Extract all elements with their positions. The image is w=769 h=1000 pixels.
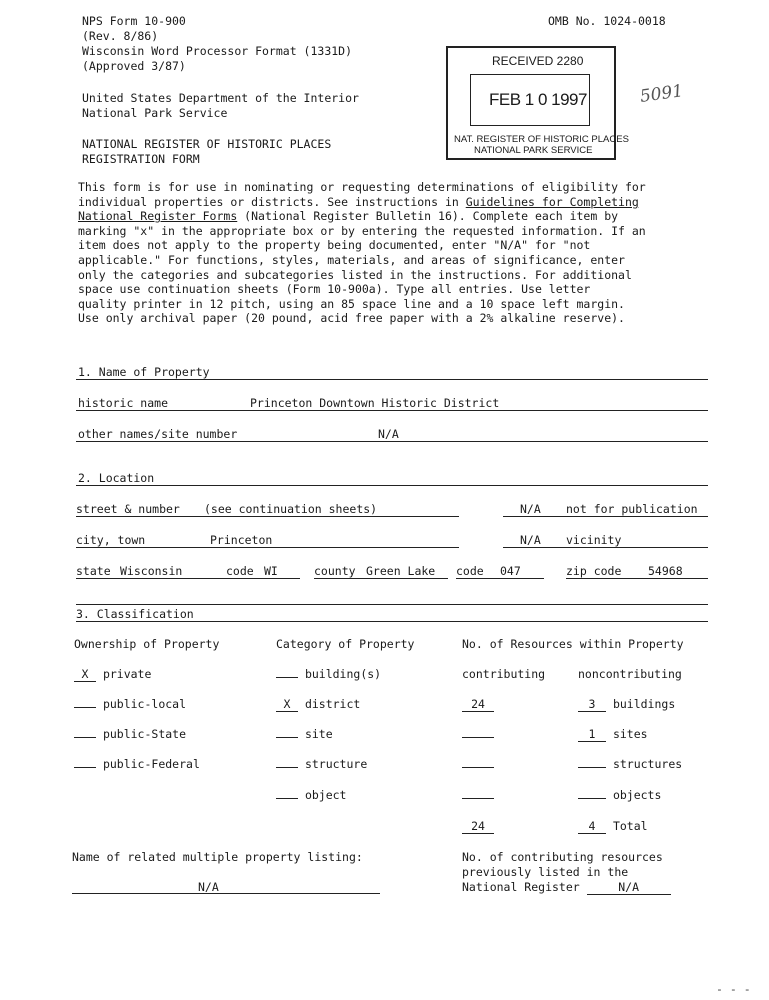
previously-listed-line1: No. of contributing resources	[462, 850, 663, 864]
category-object[interactable]: object	[276, 788, 346, 802]
noncontributing-total[interactable]: 4	[578, 819, 606, 834]
resource-label: structures	[612, 757, 683, 771]
other-names-value[interactable]: N/A	[378, 427, 399, 441]
field-line	[566, 578, 708, 579]
instructions-line: Use only archival paper (20 pound, acid free paper with a 2% alkaline reserve).	[78, 311, 625, 326]
resource-row-buildings	[578, 697, 675, 712]
section-3-heading: 3. Classification	[76, 607, 194, 621]
checkbox-mark[interactable]: X	[276, 697, 298, 712]
field-line	[72, 893, 380, 894]
historic-name-value[interactable]: Princeton Downtown Historic District	[250, 396, 500, 410]
resource-label: sites	[612, 727, 648, 741]
resources-heading: No. of Resources within Property	[462, 637, 684, 651]
checkbox-mark[interactable]	[74, 737, 96, 738]
field-line	[503, 547, 708, 548]
category-structure[interactable]: structure	[276, 757, 367, 771]
instructions-line: individual properties or districts. See instructions in Guidelines for Completing	[78, 194, 639, 209]
noncontributing-count[interactable]: 1	[578, 727, 606, 742]
other-names-label: other names/site number	[78, 427, 238, 441]
previously-listed-line3: National Register N/A	[462, 880, 671, 895]
form-subtitle: REGISTRATION FORM	[82, 152, 200, 166]
field-line	[76, 516, 459, 517]
street-na-value[interactable]: N/A	[520, 502, 541, 516]
resource-row-total	[462, 819, 494, 834]
category-buildings[interactable]: building(s)	[276, 667, 381, 681]
stamp-org-line1: NAT. REGISTER OF HISTORIC PLACES	[454, 134, 629, 145]
checkbox-mark[interactable]	[74, 707, 96, 708]
not-for-publication-label: not for publication	[566, 502, 698, 516]
form-format: Wisconsin Word Processor Format (1331D)	[82, 44, 353, 58]
instructions-paragraph	[78, 180, 718, 326]
form-revision: (Rev. 8/86)	[82, 29, 159, 43]
contributing-heading: contributing	[462, 667, 546, 681]
noncontributing-count[interactable]	[578, 767, 606, 768]
section-2-heading: 2. Location	[78, 471, 155, 485]
field-line	[503, 516, 708, 517]
section-rule	[76, 604, 708, 605]
noncontributing-count[interactable]: 3	[578, 697, 606, 712]
form-number: NPS Form 10-900	[82, 14, 186, 28]
resource-row-sites	[578, 727, 648, 742]
resource-label: buildings	[612, 697, 676, 711]
instructions-line: space use continuation sheets (Form 10-900a). Type all entries. Use letter	[78, 282, 591, 297]
noncontributing-heading: noncontributing	[578, 667, 682, 681]
department-name: United States Department of the Interior	[82, 91, 359, 105]
category-district[interactable]: X district	[276, 697, 360, 712]
stamp-date-box	[470, 74, 590, 126]
resource-label: objects	[612, 788, 662, 802]
form-title: NATIONAL REGISTER OF HISTORIC PLACES	[82, 137, 332, 151]
stamp-received: RECEIVED 2280	[492, 54, 584, 68]
state-code-value[interactable]: WI	[264, 564, 278, 578]
checkbox-mark[interactable]: X	[74, 667, 96, 682]
category-heading: Category of Property	[276, 637, 415, 651]
stamp-date: FEB 1 0 1997	[489, 90, 587, 109]
contributing-count[interactable]	[462, 798, 494, 799]
city-label: city, town	[76, 533, 146, 547]
field-line	[76, 578, 300, 579]
state-code-label: code	[226, 564, 254, 578]
ownership-public-local[interactable]: public-local	[74, 697, 186, 711]
section-rule	[76, 621, 708, 622]
resource-label: Total	[612, 819, 648, 833]
ownership-public-federal[interactable]: public-Federal	[74, 757, 200, 771]
ownership-private[interactable]: X private	[74, 667, 151, 682]
checkbox-mark[interactable]	[276, 798, 298, 799]
related-listing-value[interactable]: N/A	[198, 880, 219, 894]
checkbox-mark[interactable]	[276, 677, 298, 678]
form-approved: (Approved 3/87)	[82, 59, 186, 73]
previously-listed-line2: previously listed in the	[462, 865, 629, 879]
street-label: street & number	[76, 502, 180, 516]
section-1-heading: 1. Name of Property	[78, 365, 210, 379]
instructions-line: National Register Forms (National Register Bulletin 16). Complete each item by	[78, 209, 619, 224]
resource-row-sites	[462, 727, 494, 741]
instructions-line: This form is for use in nominating or requesting determinations of eligibility for	[78, 180, 646, 194]
resource-row-structures	[462, 757, 494, 771]
instructions-line: only the categories and subcategories listed in the instructions. For additional	[78, 267, 632, 282]
checkbox-mark[interactable]	[74, 767, 96, 768]
county-value[interactable]: Green Lake	[366, 564, 436, 578]
instructions-line: applicable." For functions, styles, materials, and areas of significance, enter	[78, 252, 625, 267]
received-stamp	[446, 46, 629, 160]
stamp-org-line2: NATIONAL PARK SERVICE	[474, 145, 593, 156]
contributing-count[interactable]: 24	[462, 697, 494, 712]
city-na-value[interactable]: N/A	[520, 533, 541, 547]
section-rule	[76, 485, 708, 486]
resource-row-structures	[578, 757, 682, 771]
contributing-count[interactable]	[462, 767, 494, 768]
guidelines-reference: National Register Forms	[78, 209, 238, 224]
vicinity-label: vicinity	[566, 533, 622, 547]
instructions-line: item does not apply to the property being documented, enter "N/A" for "not	[78, 238, 591, 253]
resource-row-objects	[462, 788, 494, 802]
section-rule	[76, 379, 708, 380]
guidelines-reference: Guidelines for Completing	[465, 194, 639, 209]
omb-number: OMB No. 1024-0018	[548, 14, 666, 28]
contributing-count[interactable]	[462, 737, 494, 738]
checkbox-mark[interactable]	[276, 737, 298, 738]
city-value[interactable]: Princeton	[210, 533, 273, 547]
resource-row-objects	[578, 788, 661, 802]
zip-value[interactable]: 54968	[648, 564, 683, 578]
street-value[interactable]: (see continuation sheets)	[204, 502, 378, 516]
county-code-label: code	[456, 564, 484, 578]
instructions-line: marking "x" in the appropriate box or by entering the requested information. If an	[78, 223, 646, 238]
noncontributing-count[interactable]	[578, 798, 606, 799]
instructions-line: quality printer in 12 pitch, using an 85 space line and a 10 space left margin.	[78, 296, 625, 311]
ownership-public-state[interactable]: public-State	[74, 727, 186, 741]
agency-name: National Park Service	[82, 106, 228, 120]
scan-artifact-dashes: - - -	[716, 982, 751, 996]
checkbox-mark[interactable]	[276, 767, 298, 768]
field-line	[76, 547, 459, 548]
previously-listed-value[interactable]: N/A	[587, 880, 671, 895]
field-line	[76, 441, 708, 442]
field-line	[314, 578, 448, 579]
state-label: state	[76, 564, 111, 578]
resource-row-buildings	[462, 697, 494, 712]
county-label: county	[314, 564, 356, 578]
zip-label: zip code	[566, 564, 622, 578]
field-line	[456, 578, 544, 579]
field-line	[76, 410, 708, 411]
contributing-total[interactable]: 24	[462, 819, 494, 834]
related-listing-label: Name of related multiple property listing:	[72, 850, 363, 864]
resource-row-total	[578, 819, 648, 834]
category-site[interactable]: site	[276, 727, 333, 741]
ownership-heading: Ownership of Property	[74, 637, 220, 651]
handwritten-number: 5091	[638, 81, 685, 107]
historic-name-label: historic name	[78, 396, 169, 410]
state-value[interactable]: Wisconsin	[120, 564, 183, 578]
county-code-value[interactable]: 047	[500, 564, 521, 578]
